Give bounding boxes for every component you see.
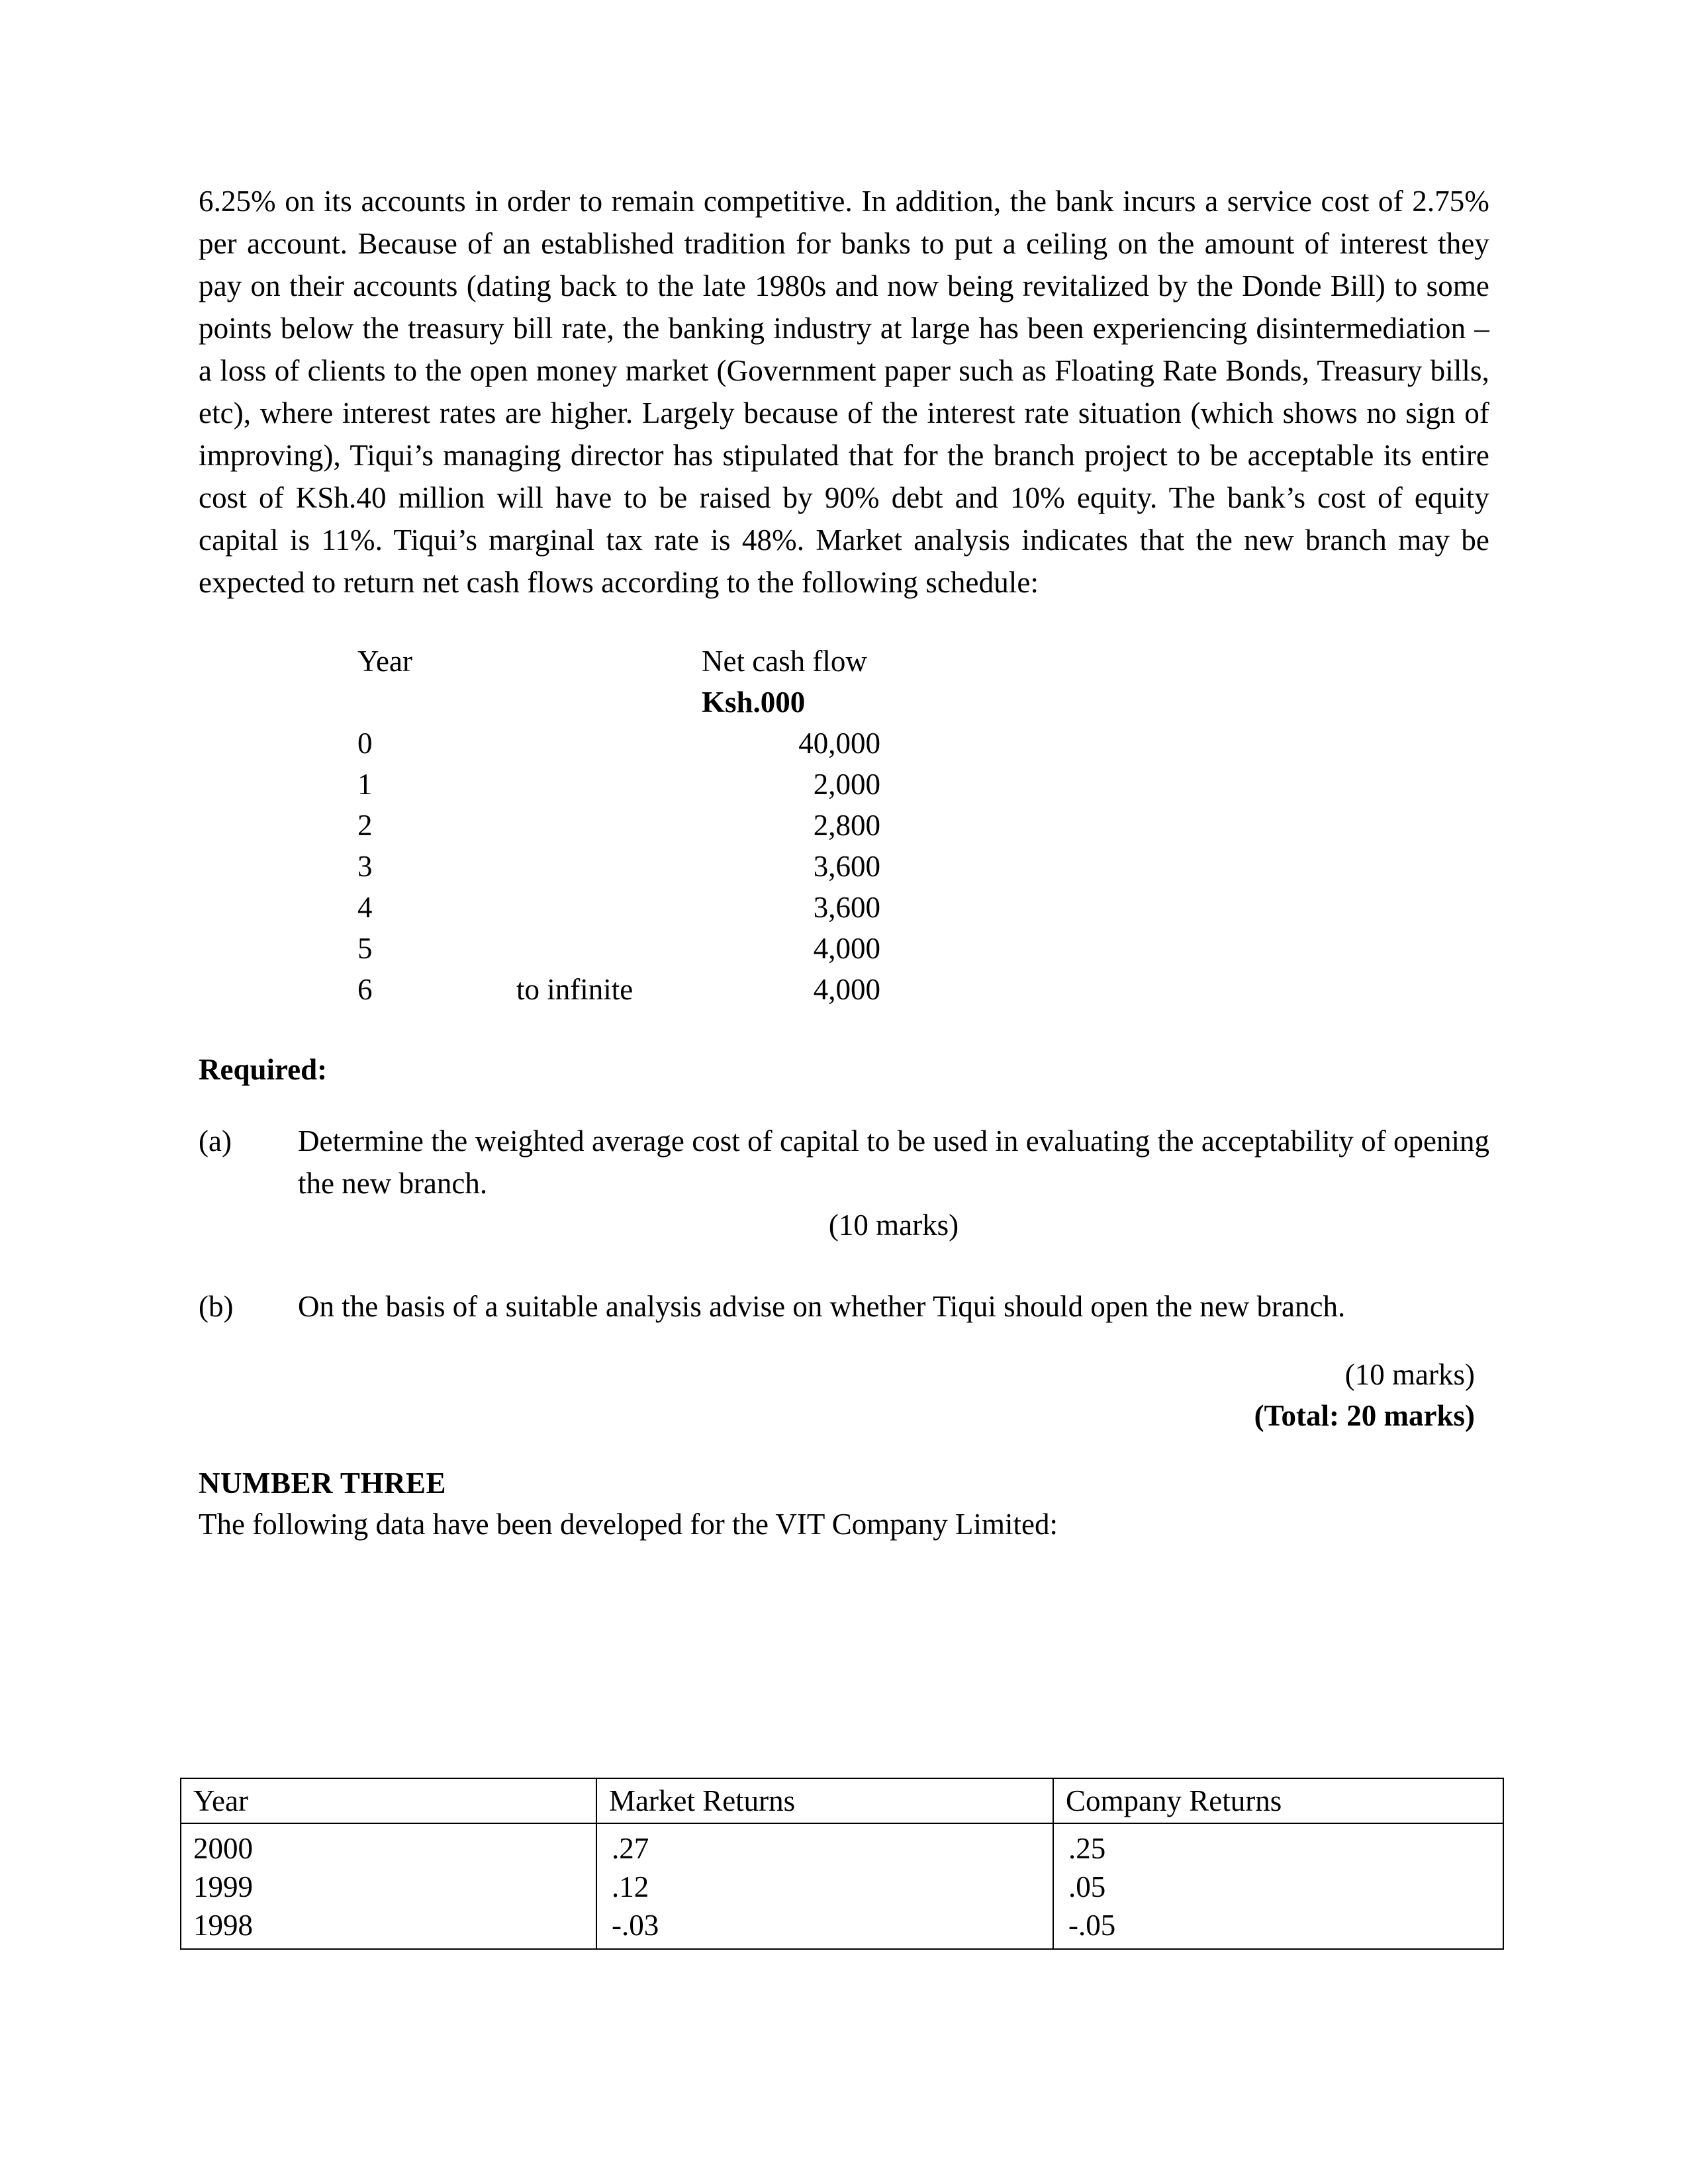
schedule-units-row — [199, 682, 1489, 723]
schedule-row — [199, 969, 1489, 1010]
returns-table-wrapper — [180, 1778, 1503, 1950]
schedule-year: 6 — [357, 973, 373, 1006]
question-b-text: On the basis of a suitable analysis advise on whether Tiqui should open the new branch. — [298, 1290, 1346, 1323]
table-row — [181, 1868, 1503, 1906]
cell-market-return: .12 — [596, 1868, 1053, 1906]
question-b — [199, 1285, 1489, 1328]
cell-company-return: .05 — [1053, 1868, 1503, 1906]
section-intro-text: The following data have been developed for the VIT Company Limited: — [199, 1508, 1058, 1541]
cash-flow-schedule — [199, 641, 1489, 1010]
schedule-row — [199, 846, 1489, 887]
question-a-text: Determine the weighted average cost of capital to be used in evaluating the acceptability of opening the new branch. — [298, 1124, 1489, 1200]
schedule-flow: 4,000 — [813, 973, 880, 1006]
question-a-label: (a) — [199, 1124, 232, 1158]
schedule-year: 3 — [357, 850, 373, 883]
returns-table — [180, 1778, 1504, 1950]
schedule-header-year: Year — [357, 645, 412, 678]
table-header-row — [181, 1778, 1503, 1823]
schedule-year: 1 — [357, 768, 373, 801]
required-heading: Required: — [199, 1053, 328, 1086]
schedule-year: 5 — [357, 932, 373, 965]
schedule-note: to infinite — [516, 973, 633, 1006]
section-heading-number-three: NUMBER THREE — [199, 1467, 446, 1500]
schedule-flow: 2,000 — [813, 768, 880, 801]
question-a-marks: (10 marks) — [828, 1208, 959, 1242]
schedule-flow: 40,000 — [798, 727, 880, 760]
schedule-year: 0 — [357, 727, 373, 760]
question-b-marks: (10 marks) — [1344, 1358, 1475, 1391]
schedule-row — [199, 928, 1489, 969]
cell-year: 1998 — [181, 1906, 596, 1949]
schedule-flow: 3,600 — [813, 891, 880, 924]
total-marks: (Total: 20 marks) — [1254, 1399, 1475, 1432]
schedule-flow: 3,600 — [813, 850, 880, 883]
schedule-header-row — [199, 641, 1489, 682]
cell-company-return: .25 — [1053, 1823, 1503, 1868]
cell-company-return: -.05 — [1053, 1906, 1503, 1949]
schedule-row — [199, 805, 1489, 846]
schedule-year: 4 — [357, 891, 373, 924]
schedule-row — [199, 723, 1489, 764]
table-row — [181, 1906, 1503, 1949]
schedule-flow: 2,800 — [813, 809, 880, 842]
intro-paragraph: 6.25% on its accounts in order to remain competitive. In addition, the bank incurs a service cost of 2.75% per account. Because of an established tradition for banks to put a ceiling on the amount of interest they pay on their accounts (dating back to the late 1980s and now being revitalized by the Donde Bill) to some points below the treasury bill rate, the banking industry at large has been experiencing disintermediation – a loss of clients to the open money market (Government paper such as Floating Rate Bonds, Treasury bills, etc), where interest rates are higher. Largely because of the interest rate situation (which shows no sign of improving), Tiqui’s managing director has stipulated that for the branch project to be acceptable its entire cost of KSh.40 million will have to be raised by 90% debt and 10% equity. The bank’s cost of equity capital is 11%. Tiqui’s marginal tax rate is 48%. Market analysis indicates that the new branch may be expected to return net cash flows according to the following schedule: — [199, 185, 1489, 599]
schedule-header-units: Ksh.000 — [702, 686, 806, 719]
column-header-year: Year — [181, 1778, 596, 1823]
schedule-year: 2 — [357, 809, 373, 842]
cell-market-return: .27 — [596, 1823, 1053, 1868]
cell-year: 1999 — [181, 1868, 596, 1906]
table-row — [181, 1823, 1503, 1868]
schedule-header-flow: Net cash flow — [702, 645, 867, 678]
column-header-company-returns: Company Returns — [1053, 1778, 1503, 1823]
cell-market-return: -.03 — [596, 1906, 1053, 1949]
schedule-flow: 4,000 — [813, 932, 880, 965]
column-header-market-returns: Market Returns — [596, 1778, 1053, 1823]
schedule-row — [199, 887, 1489, 928]
cell-year: 2000 — [181, 1823, 596, 1868]
document-content — [199, 180, 1489, 1545]
question-a — [199, 1120, 1489, 1246]
schedule-row — [199, 764, 1489, 805]
question-b-label: (b) — [199, 1290, 234, 1323]
